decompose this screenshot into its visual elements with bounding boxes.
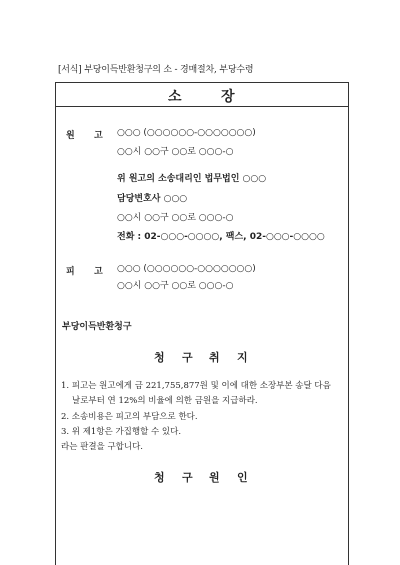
- claim-purpose-heading-4: 지: [237, 351, 248, 364]
- claim-reason-heading-2: 구: [182, 471, 193, 484]
- claim-reason-heading-3: 원: [209, 471, 220, 484]
- representative-address: ○○시 ○○구 ○○로 ○○○-○: [117, 213, 234, 223]
- plaintiff-address: ○○시 ○○구 ○○로 ○○○-○: [117, 147, 234, 157]
- defendant-address: ○○시 ○○구 ○○로 ○○○-○: [117, 281, 234, 291]
- plaintiff-name: ○○○ (○○○○○○-○○○○○○○): [117, 128, 256, 138]
- case-name: 부당이득반환청구: [62, 322, 132, 332]
- plaintiff-representative: 위 원고의 소송대리인 법무법인 ○○○: [117, 174, 267, 184]
- title-char-jang: 장: [221, 89, 235, 105]
- claim-item-1-line-1: 1. 피고는 원고에게 금 221,755,877원 및 이에 대한 소장부본 송달 다음: [61, 381, 331, 391]
- defendant-label-1: 피: [66, 267, 75, 277]
- claim-purpose-heading-3: 취: [209, 351, 220, 364]
- form-header: [서식] 부당이득반환청구의 소 - 경매절차, 부당수령: [58, 65, 254, 75]
- claim-item-3: 3. 위 제1항은 가집행할 수 있다.: [61, 427, 182, 437]
- claim-reason-heading-4: 인: [237, 471, 248, 484]
- claim-reason-heading-1: 청: [154, 471, 165, 484]
- document-title: [56, 83, 348, 107]
- claim-purpose-heading-1: 청: [154, 351, 165, 364]
- defendant-name: ○○○ (○○○○○○-○○○○○○○): [117, 264, 256, 274]
- claim-closing: 라는 판결을 구합니다.: [61, 442, 144, 452]
- plaintiff-lawyer: 담당변호사 ○○○: [117, 194, 188, 204]
- complaint-document: [55, 82, 349, 565]
- claim-purpose-heading-2: 구: [182, 351, 193, 364]
- claim-item-2: 2. 소송비용은 피고의 부담으로 한다.: [61, 412, 198, 422]
- plaintiff-label-2: 고: [94, 131, 103, 141]
- defendant-label-2: 고: [94, 267, 103, 277]
- representative-contact: 전화 : 02-○○○-○○○○, 팩스, 02-○○○-○○○○: [117, 232, 325, 242]
- title-char-so: 소: [168, 89, 182, 105]
- plaintiff-label-1: 원: [66, 131, 75, 141]
- claim-item-1-line-2: 날로부터 연 12%의 비율에 의한 금원을 지급하라.: [72, 396, 258, 406]
